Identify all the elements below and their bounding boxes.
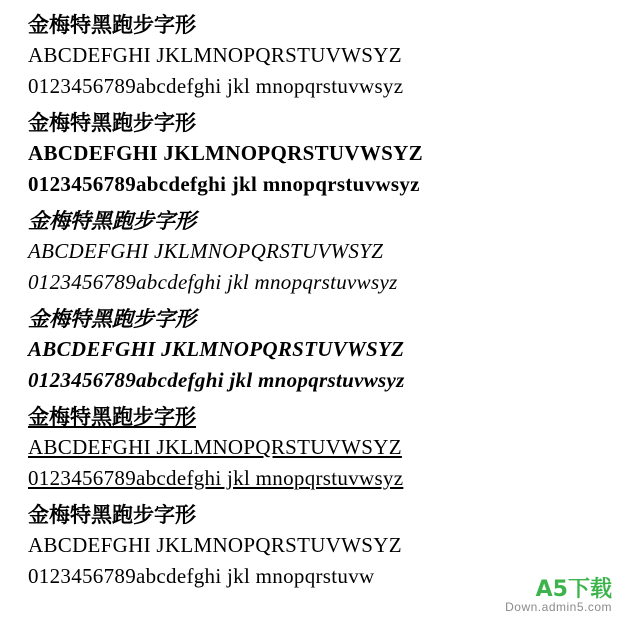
sample-cjk-line: 金梅特黑跑步字形 [28,208,196,233]
watermark-brand: A5下载 [535,576,612,602]
sample-uppercase-line: ABCDEFGHI JKLMNOPQRSTUVWSYZ [28,337,405,361]
sample-mixed-line: 0123456789abcdefghi jkl mnopqrstuvw [28,564,375,588]
sample-mixed-line: 0123456789abcdefghi jkl mnopqrstuvwsyz [28,172,420,196]
sample-uppercase-line: ABCDEFGHI JKLMNOPQRSTUVWSYZ [28,141,423,165]
sample-mixed-line: 0123456789abcdefghi jkl mnopqrstuvwsyz [28,466,404,490]
font-sample-bold-italic [28,304,620,396]
font-sample-regular [28,10,620,102]
sample-cjk-line: 金梅特黑跑步字形 [28,12,196,37]
site-watermark [505,578,612,614]
sample-uppercase-line: ABCDEFGHI JKLMNOPQRSTUVWSYZ [28,533,402,557]
watermark-url: Down.admin5.com [505,599,612,614]
sample-uppercase-line: ABCDEFGHI JKLMNOPQRSTUVWSYZ [28,239,384,263]
sample-uppercase-line: ABCDEFGHI JKLMNOPQRSTUVWSYZ [28,435,402,459]
sample-mixed-line: 0123456789abcdefghi jkl mnopqrstuvwsyz [28,270,398,294]
font-sample-bold [28,108,620,200]
sample-mixed-line: 0123456789abcdefghi jkl mnopqrstuvwsyz [28,74,404,98]
sample-cjk-line: 金梅特黑跑步字形 [28,502,196,527]
font-sample-italic [28,206,620,298]
sample-mixed-line: 0123456789abcdefghi jkl mnopqrstuvwsyz [28,368,405,392]
sample-cjk-line: 金梅特黑跑步字形 [28,404,196,429]
font-sample-underline [28,402,620,494]
sample-uppercase-line: ABCDEFGHI JKLMNOPQRSTUVWSYZ [28,43,402,67]
sample-cjk-line: 金梅特黑跑步字形 [28,110,196,135]
sample-cjk-line: 金梅特黑跑步字形 [28,306,196,331]
